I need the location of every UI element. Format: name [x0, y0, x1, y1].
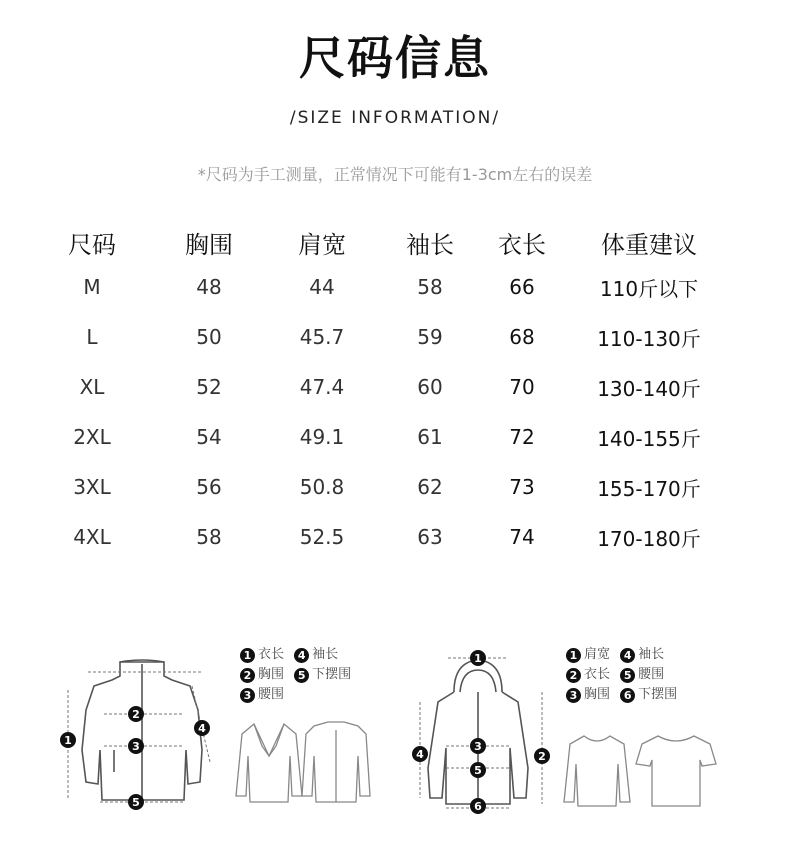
table-cell: 66 — [509, 275, 535, 299]
marker-6: 6 — [474, 800, 482, 813]
measurement-note: *尺码为手工测量，正常情况下可能有1-3cm左右的误差 — [197, 165, 593, 184]
page-title: 尺码信息 — [299, 31, 491, 85]
longsleeve-icon — [560, 730, 730, 810]
table-cell: 61 — [417, 425, 443, 449]
table-cell: 63 — [417, 525, 443, 549]
page-subtitle: /SIZE INFORMATION/ — [289, 108, 501, 128]
header-shoulder: 肩宽 — [298, 230, 346, 259]
table-cell: 48 — [196, 275, 222, 299]
table-cell: 50 — [196, 325, 222, 349]
table-row — [40, 462, 744, 512]
header-size: 尺码 — [68, 230, 116, 259]
table-row — [40, 262, 744, 312]
table-row — [40, 362, 744, 412]
marker-1: 1 — [64, 734, 72, 747]
hoodie-diagram-icon — [402, 648, 552, 816]
table-cell: 56 — [196, 475, 222, 499]
legend-left: 1 衣长 4 袖长 2 胸围 5 下摆围 3 腰围 — [240, 645, 380, 705]
table-cell: 68 — [509, 325, 535, 349]
table-cell: 52.5 — [299, 525, 345, 549]
marker-4: 4 — [416, 748, 424, 761]
marker-2: 2 — [132, 708, 140, 721]
table-cell: 50.8 — [299, 475, 345, 499]
header-sleeve: 袖长 — [406, 230, 454, 259]
table-cell: 62 — [417, 475, 443, 499]
table-row — [40, 412, 744, 462]
tshirt-icon — [636, 736, 716, 806]
table-cell: 72 — [509, 425, 535, 449]
table-cell: 70 — [509, 375, 535, 399]
table-cell: 3XL — [73, 475, 111, 499]
table-row — [40, 312, 744, 362]
legend-right: 1 肩宽 4 袖长 2 衣长 5 腰围 3 胸围 6 下摆围 — [566, 645, 726, 705]
header-chest: 胸围 — [185, 230, 233, 259]
table-cell: 60 — [417, 375, 443, 399]
marker-3: 3 — [474, 740, 482, 753]
table-cell: 4XL — [73, 525, 111, 549]
table-cell: 110斤以下 — [599, 276, 699, 301]
table-cell: 58 — [196, 525, 222, 549]
table-cell: 45.7 — [299, 325, 345, 349]
table-cell: 74 — [509, 525, 535, 549]
table-cell: 130-140斤 — [597, 376, 701, 401]
table-cell: 170-180斤 — [597, 526, 701, 551]
header-weight: 体重建议 — [601, 230, 697, 259]
table-header-row — [40, 222, 744, 262]
marker-4: 4 — [198, 722, 206, 735]
marker-2: 2 — [538, 750, 546, 763]
table-cell: 2XL — [73, 425, 111, 449]
table-row — [40, 512, 744, 562]
size-table — [40, 222, 744, 562]
jacket-diagram-icon — [52, 650, 232, 815]
marker-1: 1 — [474, 652, 482, 665]
header-length: 衣长 — [498, 230, 546, 259]
table-cell: XL — [79, 375, 105, 399]
table-cell: L — [86, 325, 98, 349]
blazer-icon — [232, 716, 372, 806]
marker-3: 3 — [132, 740, 140, 753]
table-cell: 140-155斤 — [597, 426, 701, 451]
table-cell: 58 — [417, 275, 443, 299]
marker-5: 5 — [132, 796, 140, 809]
marker-5: 5 — [474, 764, 482, 777]
table-cell: 52 — [196, 375, 222, 399]
table-cell: M — [83, 275, 101, 299]
table-cell: 59 — [417, 325, 443, 349]
table-cell: 49.1 — [299, 425, 345, 449]
table-cell: 110-130斤 — [597, 326, 701, 351]
table-cell: 47.4 — [299, 375, 345, 399]
table-cell: 54 — [196, 425, 222, 449]
table-cell: 73 — [509, 475, 535, 499]
table-cell: 155-170斤 — [597, 476, 701, 501]
table-cell: 44 — [309, 275, 335, 299]
